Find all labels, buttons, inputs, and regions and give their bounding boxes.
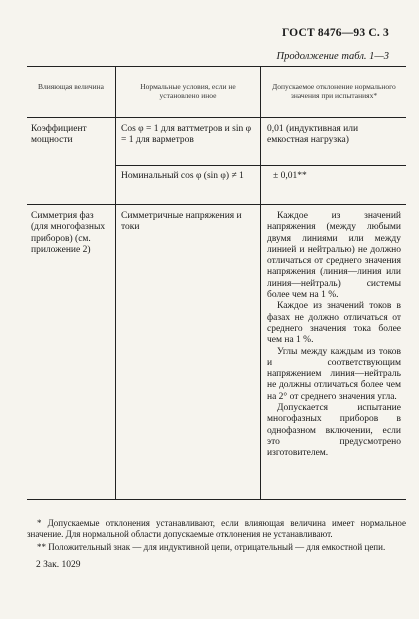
deviation-paragraph-current: Каждое из значений токов в фазах не должно отличаться от среднего значения тока более чем на 1 %.: [267, 301, 401, 346]
data-table: [27, 66, 406, 500]
row-divider-rule: [27, 204, 406, 205]
deviation-paragraph-single-phase: Допускается испытание многофазных приборов в однофазном включении, если это предусмотрено изготовителем.: [267, 403, 401, 459]
row1-condition-b: Номинальный cos φ (sin φ) ≠ 1: [121, 171, 244, 181]
table-continuation-label: Продолжение табл. 1—3: [276, 51, 389, 62]
header-bottom-rule: [27, 117, 406, 118]
print-order-number: 2 Зак. 1029: [36, 560, 81, 570]
row1-condition-a: Cos φ = 1 для ваттметров и sin φ = 1 для варметров: [121, 124, 252, 146]
table-bottom-rule: [27, 499, 406, 500]
deviation-paragraph-voltage: Каждое из значений напряжения (между любыми двумя линиями или между линией и нейтралью) не должно отличаться от среднего значения напряжения (линия—линия или линия—нейтраль) системы более чем на 1 %.: [267, 211, 401, 301]
col-header-conditions: Нормальные условия, если не установлено иное: [140, 82, 236, 100]
col-divider-2: [260, 66, 261, 500]
footnote-2: ** Положительный знак — для индуктивной цепи, отрицательный — для емкостной цепи.: [37, 542, 386, 552]
footnote-1: * Допускаемые отклонения устанавливают, если влияющая величина имеет нормальное значение. Для нормальной области допускаемые отклонения не устанавливают.: [27, 518, 406, 539]
col-divider-1: [115, 66, 116, 500]
row2-deviation: [267, 211, 401, 460]
row1-deviation-a: 0,01 (индуктивная или емкостная нагрузка): [267, 124, 359, 146]
deviation-paragraph-angle: Углы между каждым из токов и соответствующим напряжением линия—нейтраль не должны отличаться более чем на 2° от среднего значения угла.: [267, 346, 401, 402]
row2-quantity: Симметрия фаз (для многофазных приборов) (см. приложение 2): [31, 211, 106, 255]
row1-deviation-b: ± 0,01**: [273, 171, 307, 181]
col-header-quantity: Влияющая величина: [38, 82, 104, 91]
row2-condition: Симметричные напряжения и токи: [121, 211, 242, 233]
table-top-rule: [27, 66, 406, 67]
col-header-deviation: Допускаемое отклонение нормального значения при испытаниях*: [272, 82, 396, 100]
row1-quantity: Коэффициент мощности: [31, 124, 87, 146]
page-header: ГОСТ 8476—93 С. 3: [281, 27, 389, 39]
